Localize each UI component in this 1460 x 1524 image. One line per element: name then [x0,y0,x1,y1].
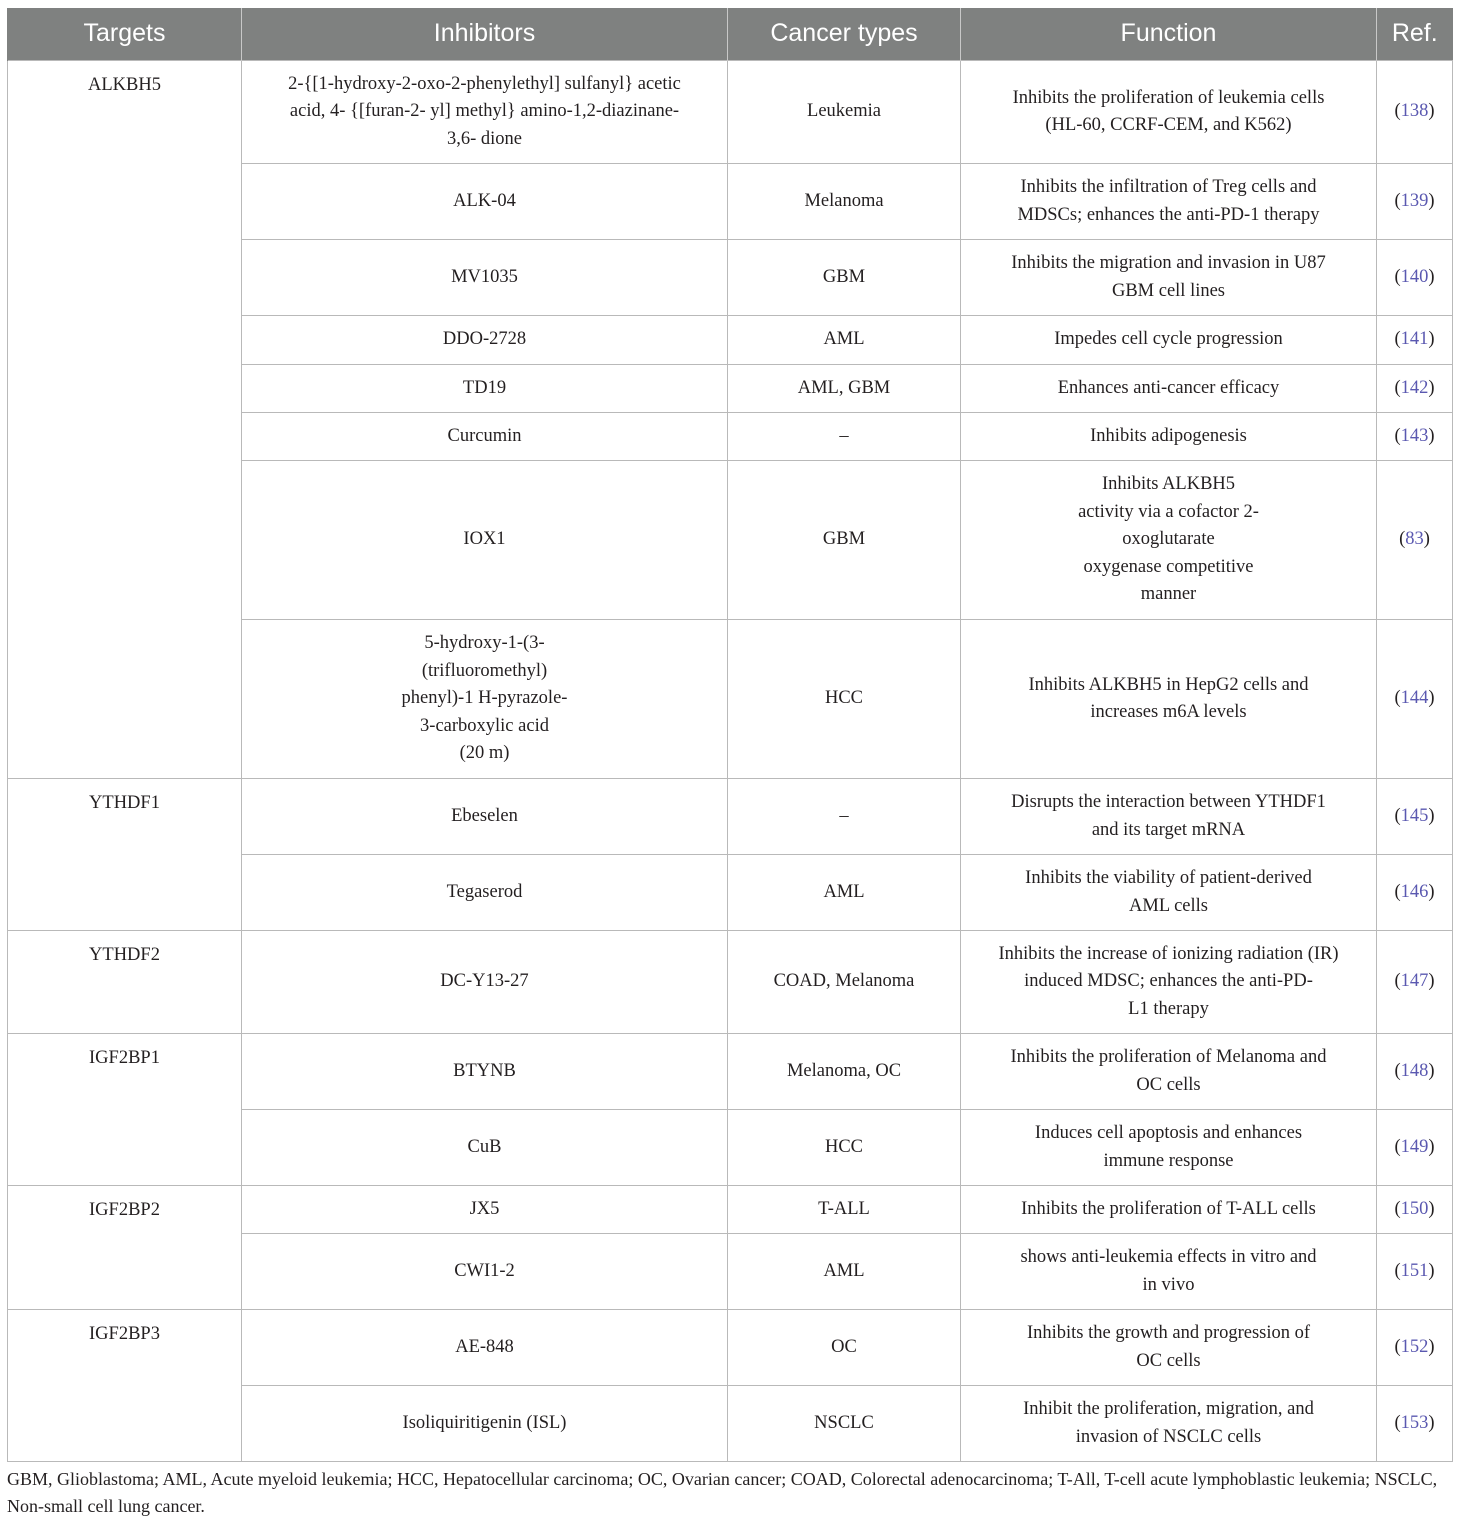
cancer-type-cell: – [728,779,961,855]
ref-link[interactable]: 139 [1400,190,1429,211]
inhibitor-cell: ALK-04 [242,164,728,240]
inhibitor-cell: DDO-2728 [242,316,728,365]
ref-open-paren: ( [1394,688,1401,709]
cancer-type-cell: HCC [728,620,961,779]
ref-close-paren: ) [1428,1060,1435,1081]
ref-open-paren: ( [1394,329,1401,350]
table-row [8,61,1453,164]
ref-open-paren: ( [1394,1260,1401,1281]
function-cell: Inhibits the increase of ionizing radiation (IR) induced MDSC; enhances the anti-PD- L1 therapy [961,931,1377,1034]
ref-open-paren: ( [1394,190,1401,211]
inhibitor-cell: BTYNB [242,1034,728,1110]
ref-open-paren: ( [1394,101,1401,122]
function-cell: Inhibits the proliferation of T-ALL cells [961,1186,1377,1234]
ref-cell [1377,1310,1453,1386]
cancer-type-cell: AML [728,855,961,931]
ref-close-paren: ) [1428,190,1435,211]
ref-open-paren: ( [1399,529,1406,550]
target-cell: YTHDF2 [8,931,242,1034]
ref-open-paren: ( [1394,1060,1401,1081]
ref-cell [1377,461,1453,620]
ref-cell [1377,1234,1453,1310]
target-cell: IGF2BP2 [8,1186,242,1310]
function-cell: Disrupts the interaction between YTHDF1 and its target mRNA [961,779,1377,855]
target-cell: IGF2BP3 [8,1310,242,1462]
inhibitor-cell: MV1035 [242,240,728,316]
function-cell: Inhibits adipogenesis [961,413,1377,461]
cancer-type-cell: – [728,413,961,461]
inhibitor-cell: 5-hydroxy-1-(3- (trifluoromethyl) phenyl)-1 H-pyrazole- 3-carboxylic acid (20 m) [242,620,728,779]
function-cell: Inhibits ALKBH5 in HepG2 cells and increases m6A levels [961,620,1377,779]
cancer-type-cell: Melanoma, OC [728,1034,961,1110]
table-row [8,931,1453,1034]
ref-cell [1377,855,1453,931]
cancer-type-cell: AML [728,316,961,365]
ref-link[interactable]: 147 [1400,971,1429,992]
cancer-type-cell: T-ALL [728,1186,961,1234]
target-cell: YTHDF1 [8,779,242,931]
ref-close-paren: ) [1428,1260,1435,1281]
ref-cell [1377,779,1453,855]
ref-link[interactable]: 149 [1400,1136,1429,1157]
ref-link[interactable]: 148 [1400,1060,1429,1081]
cancer-type-cell: AML [728,1234,961,1310]
ref-cell [1377,1186,1453,1234]
function-cell: Inhibits the proliferation of leukemia cells (HL-60, CCRF-CEM, and K562) [961,61,1377,164]
inhibitors-table [7,8,1453,1462]
ref-link[interactable]: 151 [1400,1260,1429,1281]
ref-cell [1377,1386,1453,1462]
ref-cell [1377,61,1453,164]
function-cell: Inhibit the proliferation, migration, and invasion of NSCLC cells [961,1386,1377,1462]
ref-open-paren: ( [1394,1198,1401,1219]
ref-cell [1377,240,1453,316]
ref-link[interactable]: 143 [1400,425,1429,446]
ref-cell [1377,164,1453,240]
ref-link[interactable]: 144 [1400,688,1429,709]
inhibitor-cell: Tegaserod [242,855,728,931]
inhibitor-cell: Ebeselen [242,779,728,855]
ref-close-paren: ) [1428,1136,1435,1157]
ref-close-paren: ) [1428,1412,1435,1433]
header-cancer-types: Cancer types [728,8,961,61]
ref-close-paren: ) [1428,881,1435,902]
target-cell: IGF2BP1 [8,1034,242,1186]
ref-link[interactable]: 152 [1400,1336,1429,1357]
inhibitor-cell: JX5 [242,1186,728,1234]
function-cell: Impedes cell cycle progression [961,316,1377,365]
table-row [8,779,1453,855]
cancer-type-cell: AML, GBM [728,365,961,413]
inhibitor-cell: CuB [242,1110,728,1186]
ref-cell [1377,1034,1453,1110]
ref-close-paren: ) [1428,101,1435,122]
ref-cell [1377,413,1453,461]
inhibitor-cell: 2-{[1-hydroxy-2-oxo-2-phenylethyl] sulfanyl} acetic acid, 4- {[furan-2- yl] methyl} amino-1,2-diazinane- 3,6- dione [242,61,728,164]
ref-open-paren: ( [1394,805,1401,826]
cancer-type-cell: COAD, Melanoma [728,931,961,1034]
ref-cell [1377,365,1453,413]
cancer-type-cell: Leukemia [728,61,961,164]
ref-open-paren: ( [1394,266,1401,287]
inhibitor-cell: TD19 [242,365,728,413]
ref-link[interactable]: 150 [1400,1198,1429,1219]
cancer-type-cell: OC [728,1310,961,1386]
table-body [8,61,1453,1462]
ref-link[interactable]: 142 [1400,377,1429,398]
ref-link[interactable]: 140 [1400,266,1429,287]
inhibitor-cell: DC-Y13-27 [242,931,728,1034]
header-targets: Targets [8,8,242,61]
ref-close-paren: ) [1428,1336,1435,1357]
ref-close-paren: ) [1428,805,1435,826]
function-cell: shows anti-leukemia effects in vitro and in vivo [961,1234,1377,1310]
ref-cell [1377,316,1453,365]
ref-open-paren: ( [1394,971,1401,992]
header-function: Function [961,8,1377,61]
ref-close-paren: ) [1428,688,1435,709]
ref-close-paren: ) [1428,1198,1435,1219]
header-ref: Ref. [1377,8,1453,61]
ref-close-paren: ) [1428,425,1435,446]
table-row [8,1186,1453,1234]
function-cell: Inhibits the infiltration of Treg cells and MDSCs; enhances the anti-PD-1 therapy [961,164,1377,240]
ref-close-paren: ) [1428,266,1435,287]
ref-close-paren: ) [1428,329,1435,350]
ref-link[interactable]: 145 [1400,805,1429,826]
table-row [8,1310,1453,1386]
ref-link[interactable]: 153 [1400,1412,1429,1433]
function-cell: Inhibits the migration and invasion in U87 GBM cell lines [961,240,1377,316]
ref-open-paren: ( [1394,1412,1401,1433]
inhibitor-cell: AE-848 [242,1310,728,1386]
function-cell: Inhibits the growth and progression of OC cells [961,1310,1377,1386]
ref-open-paren: ( [1394,881,1401,902]
function-cell: Inhibits ALKBH5 activity via a cofactor 2- oxoglutarate oxygenase competitive manner [961,461,1377,620]
ref-close-paren: ) [1428,377,1435,398]
ref-open-paren: ( [1394,1136,1401,1157]
table-row [8,1034,1453,1110]
ref-cell [1377,931,1453,1034]
ref-link[interactable]: 83 [1405,529,1424,550]
ref-link[interactable]: 141 [1400,329,1429,350]
target-cell: ALKBH5 [8,61,242,779]
function-cell: Inhibits the proliferation of Melanoma and OC cells [961,1034,1377,1110]
function-cell: Induces cell apoptosis and enhances immune response [961,1110,1377,1186]
cancer-type-cell: GBM [728,240,961,316]
ref-open-paren: ( [1394,425,1401,446]
ref-link[interactable]: 138 [1400,101,1429,122]
header-row [8,8,1453,61]
ref-open-paren: ( [1394,1336,1401,1357]
header-inhibitors: Inhibitors [242,8,728,61]
function-cell: Inhibits the viability of patient-derived AML cells [961,855,1377,931]
inhibitor-cell: IOX1 [242,461,728,620]
inhibitor-cell: Curcumin [242,413,728,461]
cancer-type-cell: NSCLC [728,1386,961,1462]
ref-open-paren: ( [1394,377,1401,398]
cancer-type-cell: Melanoma [728,164,961,240]
ref-link[interactable]: 146 [1400,881,1429,902]
table-footnote: GBM, Glioblastoma; AML, Acute myeloid leukemia; HCC, Hepatocellular carcinoma; OC, Ovarian cancer; COAD, Colorectal adenocarcinoma; T-All, T-cell acute lymphoblastic leukemia; NSCLC, Non-small cell lung cancer. [7,1469,1438,1516]
cancer-type-cell: GBM [728,461,961,620]
cancer-type-cell: HCC [728,1110,961,1186]
ref-cell [1377,620,1453,779]
inhibitor-cell: Isoliquiritigenin (ISL) [242,1386,728,1462]
ref-close-paren: ) [1423,529,1430,550]
ref-close-paren: ) [1428,971,1435,992]
inhibitor-cell: CWI1-2 [242,1234,728,1310]
function-cell: Enhances anti-cancer efficacy [961,365,1377,413]
ref-cell [1377,1110,1453,1186]
